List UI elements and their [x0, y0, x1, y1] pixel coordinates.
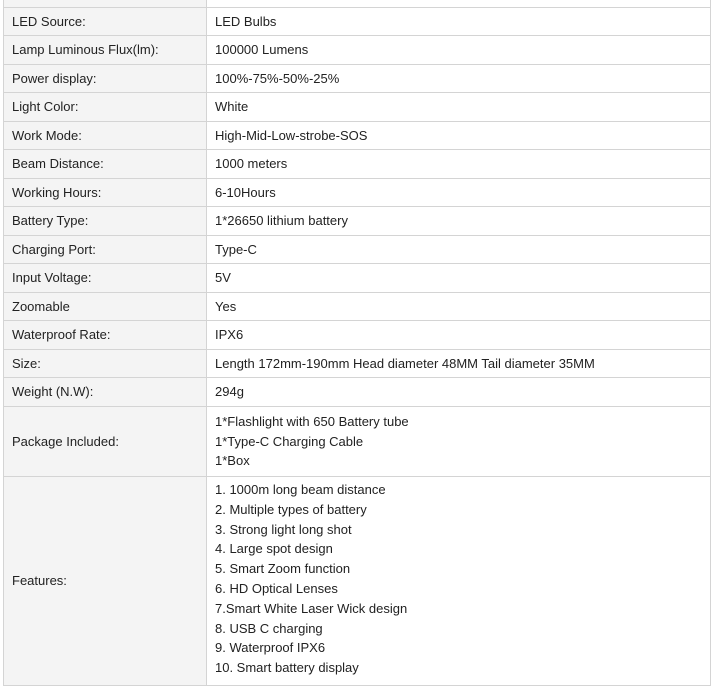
table-row — [4, 378, 711, 407]
table-row — [4, 36, 711, 65]
feature-item: 9. Waterproof IPX6 — [215, 640, 326, 656]
table-row — [4, 93, 711, 122]
table-row — [4, 236, 711, 264]
spec-label: Charging Port: — [4, 236, 207, 264]
feature-item: 2. Multiple types of battery — [215, 501, 367, 517]
package-item: 1*Flashlight with 650 Battery tube — [215, 413, 409, 429]
spec-value: LED Bulbs — [207, 8, 711, 36]
spec-value: 100%-75%-50%-25% — [207, 65, 711, 93]
spec-value: Length 172mm-190mm Head diameter 48MM Tail diameter 35MM — [207, 350, 711, 378]
spec-label: Light Color: — [4, 93, 207, 122]
table-row — [4, 350, 711, 378]
table-row — [4, 150, 711, 179]
spec-value: IPX6 — [207, 321, 711, 350]
spec-label: LED Source: — [4, 8, 207, 36]
feature-item: 10. Smart battery display — [215, 660, 359, 676]
spec-value: Type-C — [207, 236, 711, 264]
table-row — [4, 65, 711, 93]
spec-label: Package Included: — [4, 407, 207, 477]
table-row — [4, 122, 711, 150]
table-row — [4, 0, 711, 8]
feature-item: 1. 1000m long beam distance — [215, 482, 386, 497]
package-item: 1*Box — [215, 453, 250, 469]
spec-label: Zoomable — [4, 293, 207, 321]
feature-item: 4. Large spot design — [215, 541, 333, 557]
spec-value: White — [207, 93, 711, 122]
feature-item: 6. HD Optical Lenses — [215, 580, 338, 596]
spec-label: Waterproof Rate: — [4, 321, 207, 350]
spec-label: Size: — [4, 350, 207, 378]
table-row — [4, 264, 711, 293]
table-row — [4, 8, 711, 36]
spec-label: Work Mode: — [4, 122, 207, 150]
spec-value: Yes — [207, 293, 711, 321]
spec-table — [3, 0, 711, 686]
spec-label — [4, 0, 207, 8]
spec-value: 1*26650 lithium battery — [207, 207, 711, 236]
spec-value — [207, 0, 711, 8]
spec-label: Features: — [4, 477, 207, 686]
spec-value: 6-10Hours — [207, 179, 711, 207]
spec-label: Input Voltage: — [4, 264, 207, 293]
table-row — [4, 207, 711, 236]
table-row — [4, 477, 711, 686]
features-list — [207, 477, 711, 686]
package-item: 1*Type-C Charging Cable — [215, 433, 364, 449]
table-row — [4, 179, 711, 207]
feature-item: 5. Smart Zoom function — [215, 561, 351, 577]
spec-value: 1000 meters — [207, 150, 711, 179]
table-row — [4, 293, 711, 321]
feature-item: 3. Strong light long shot — [215, 521, 352, 537]
spec-value: 294g — [207, 378, 711, 407]
feature-item: 8. USB C charging — [215, 620, 323, 636]
spec-label: Weight (N.W): — [4, 378, 207, 407]
spec-value: 5V — [207, 264, 711, 293]
spec-label: Power display: — [4, 65, 207, 93]
spec-value: High-Mid-Low-strobe-SOS — [207, 122, 711, 150]
table-row — [4, 407, 711, 477]
spec-label: Battery Type: — [4, 207, 207, 236]
spec-value: 100000 Lumens — [207, 36, 711, 65]
table-row — [4, 321, 711, 350]
spec-label: Working Hours: — [4, 179, 207, 207]
spec-label: Beam Distance: — [4, 150, 207, 179]
package-list — [207, 407, 711, 477]
spec-label: Lamp Luminous Flux(lm): — [4, 36, 207, 65]
feature-item: 7.Smart White Laser Wick design — [215, 600, 408, 616]
